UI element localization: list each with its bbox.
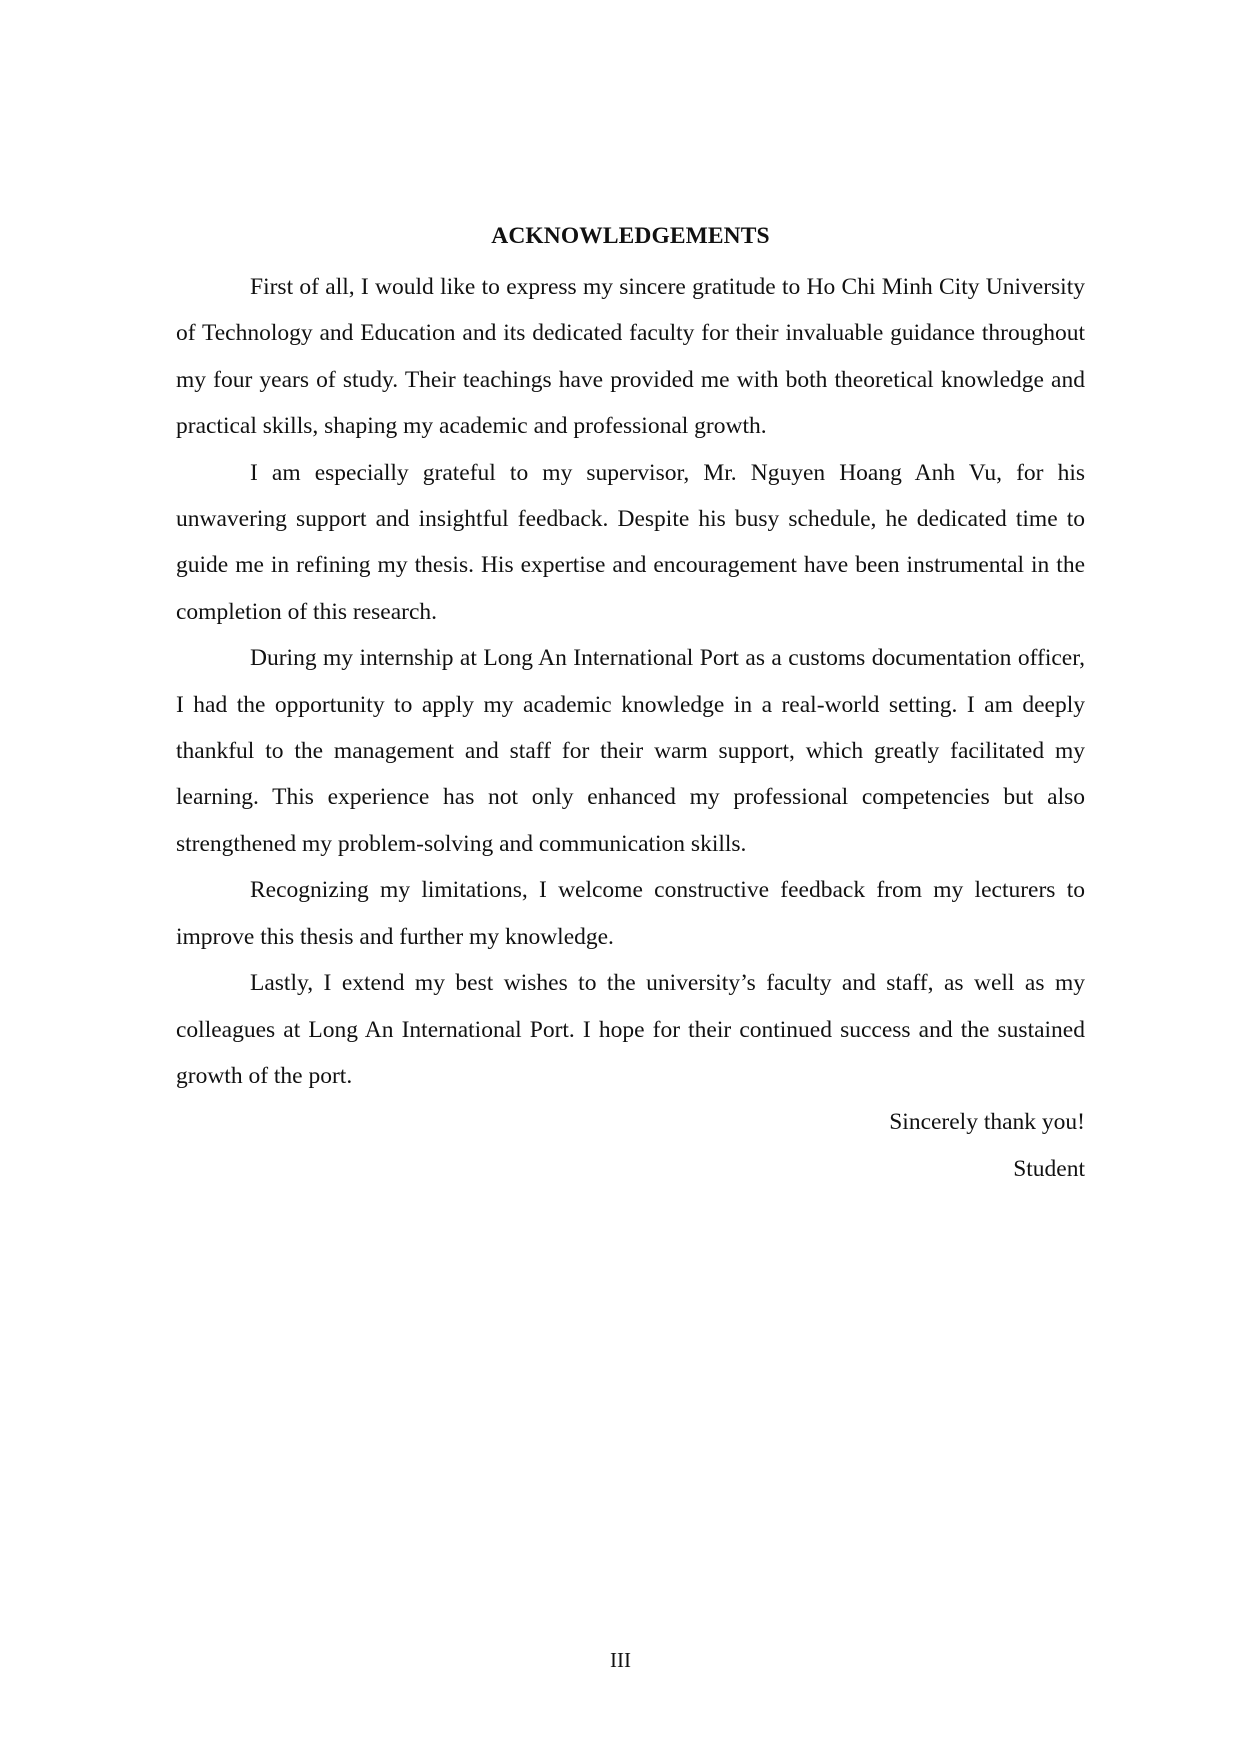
closing-block bbox=[176, 1099, 1085, 1192]
page-content bbox=[176, 222, 1085, 1192]
paragraph-gratitude-university: First of all, I would like to express my sincere gratitude to Ho Chi Minh City University of Technology and Education and its dedicated faculty for their invaluable guidance throughout my four years of study. Their teachings have provided me with both theoretical knowledge and practical skills, shaping my academic and professional growth. bbox=[176, 274, 1085, 440]
page-number: III bbox=[610, 1648, 631, 1672]
paragraph-best-wishes: Lastly, I extend my best wishes to the university’s faculty and staff, as well as my colleagues at Long An International Port. I hope for their continued success and the sustained growth of the port. bbox=[176, 970, 1085, 1089]
paragraph-limitations: Recognizing my limitations, I welcome constructive feedback from my lecturers to improve this thesis and further my knowledge. bbox=[176, 877, 1085, 950]
closing-signature: Student bbox=[1013, 1155, 1085, 1182]
page-title: ACKNOWLEDGEMENTS bbox=[491, 223, 770, 249]
paragraph-gratitude-supervisor: I am especially grateful to my supervisor, Mr. Nguyen Hoang Anh Vu, for his unwavering support and insightful feedback. Despite his busy schedule, he dedicated time to guide me in refining my thesis. His expertise and encouragement have been instrumental in the completion of this research. bbox=[176, 459, 1085, 625]
paragraph-internship: During my internship at Long An International Port as a customs documentation officer, I had the opportunity to apply my academic knowledge in a real-world setting. I am deeply thankful to the management and staff for their warm support, which greatly facilitated my learning. This experience has not only enhanced my professional competencies but also strengthened my problem-solving and communication skills. bbox=[176, 645, 1085, 857]
closing-thanks: Sincerely thank you! bbox=[889, 1109, 1085, 1136]
